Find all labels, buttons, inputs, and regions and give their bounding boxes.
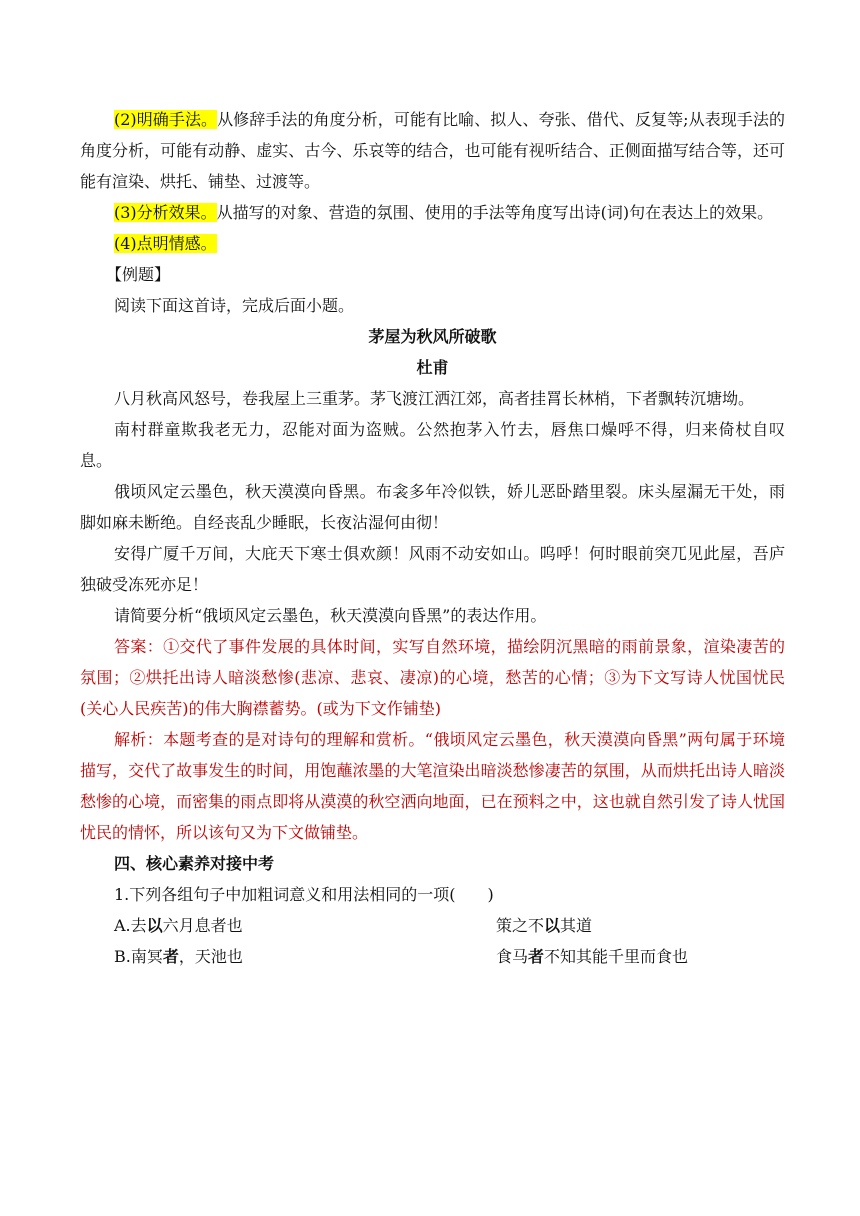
poem-stanza: 俄顷风定云墨色，秋天漠漠向昏黑。布衾多年冷似铁，娇儿恶卧踏里裂。床头屋漏无干处，雨脚如麻未断绝。自经丧乱少睡眠，长夜沾湿何由彻！ <box>80 482 785 532</box>
poem-stanza: 安得广厦千万间，大庇天下寒士俱欢颜！风雨不动安如山。呜呼！何时眼前突兀见此屋，吾庐独破受冻死亦足！ <box>80 544 785 594</box>
method-3-label: (3)分析效果。 <box>114 203 217 222</box>
document-content <box>80 104 785 972</box>
method-3-text: 从描写的对象、营造的氛围、使用的手法等角度写出诗(词)句在表达上的效果。 <box>216 203 774 222</box>
example-question: 请简要分析“俄顷风定云墨色，秋天漠漠向昏黑”的表达作用。 <box>114 606 547 625</box>
poem-stanza: 八月秋高风怒号，卷我屋上三重茅。茅飞渡江洒江郊，高者挂罥长林梢，下者飘转沉塘坳。 <box>114 389 755 408</box>
example-heading: 【例题】 <box>106 265 171 284</box>
example-analysis: 解析：本题考查的是对诗句的理解和赏析。“俄顷风定云墨色，秋天漠漠向昏黑”两句属于环境描写，交代了故事发生的时间，用饱蘸浓墨的大笔渲染出暗淡愁惨凄苦的氛围，从而烘托出诗人暗淡愁惨的心境，而密集的雨点即将从漠漠的秋空洒向地面，已在预料之中，这也就自然引发了诗人忧国忧民的情怀，所以该句又为下文做铺垫。 <box>80 730 785 842</box>
option-b-right: 食马者不知其能千里而食也 <box>496 947 689 966</box>
method-3-paragraph <box>80 197 785 228</box>
section-4-heading: 四、核心素养对接中考 <box>114 854 275 873</box>
poem-stanza: 南村群童欺我老无力，忍能对面为盗贼。公然抱茅入竹去，唇焦口燥呼不得，归来倚杖自叹息。 <box>80 420 785 470</box>
example-answer: 答案：①交代了事件发展的具体时间，实写自然环境，描绘阴沉黑暗的雨前景象，渲染凄苦的氛围；②烘托出诗人暗淡愁惨(悲凉、悲哀、凄凉)的心境，愁苦的心情；③为下文写诗人忧国忧民(关心人民疾苦)的伟大胸襟蓄势。(或为下文作铺垫) <box>80 637 785 718</box>
method-4-paragraph <box>80 228 785 259</box>
method-2-text: 从修辞手法的角度分析，可能有比喻、拟人、夸张、借代、反复等;从表现手法的角度分析，可能有动静、虚实、古今、乐哀等的结合，也可能有视听结合、正侧面描写结合等，还可能有渲染、烘托、铺垫、过渡等。 <box>80 110 785 191</box>
option-a-right: 策之不以其道 <box>496 916 593 935</box>
poem-title: 茅屋为秋风所破歌 <box>368 327 497 346</box>
method-2-paragraph <box>80 104 785 197</box>
example-instruction: 阅读下面这首诗，完成后面小题。 <box>114 296 355 315</box>
question-1: 1.下列各组句子中加粗词意义和用法相同的一项( ) <box>114 885 494 904</box>
method-2-label: (2)明确手法。 <box>114 110 218 129</box>
option-b-row <box>80 941 785 972</box>
method-4-label: (4)点明情感。 <box>114 234 217 253</box>
option-b-left: B.南冥者，天池也 <box>114 947 243 966</box>
poem-author: 杜甫 <box>416 358 449 377</box>
option-a-left: A.去以六月息者也 <box>114 916 243 935</box>
option-a-row <box>80 910 785 941</box>
